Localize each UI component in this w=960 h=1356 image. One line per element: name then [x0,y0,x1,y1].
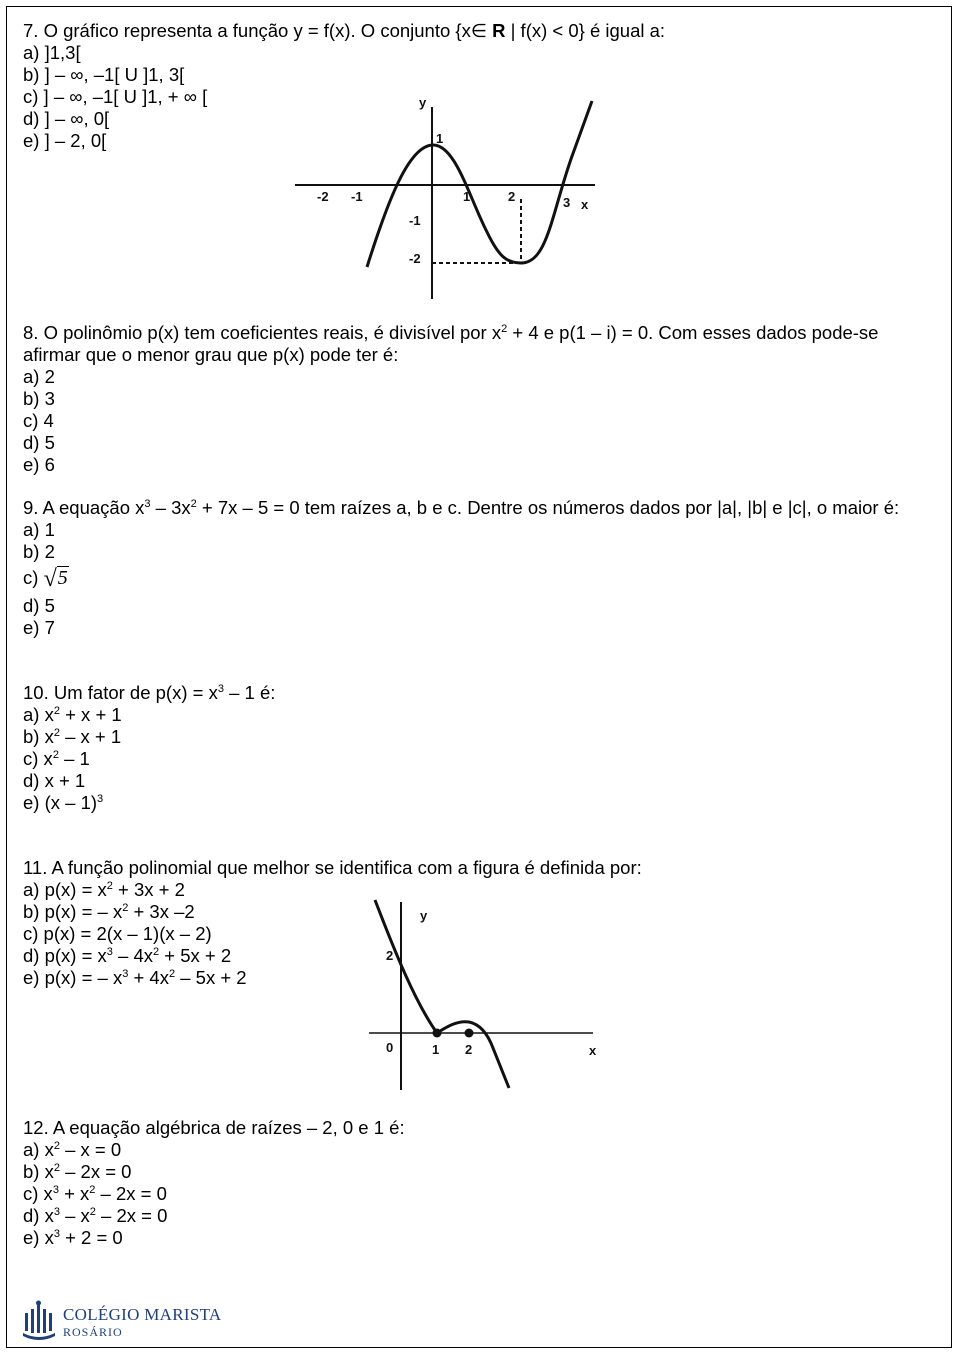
q8-option-e: e) 6 [23,454,55,475]
q11-option-a: a) $p(x) = x^2 + 3x + 2$ [23,879,185,900]
q12-option-a: a) $x^2 - x = 0$ [23,1139,122,1160]
x-tick-3: 3 [563,195,571,210]
function-curve [375,900,509,1088]
q9-option-a: a) 1 [23,519,55,540]
q9-option-b: b) 2 [23,541,55,562]
x-tick-neg1: -1 [351,189,363,204]
root-point-1 [433,1029,442,1038]
y-tick-2: 2 [386,948,394,963]
y-tick-1: 1 [436,131,444,146]
marista-emblem-icon [21,1299,57,1341]
q9-option-e: e) 7 [23,617,55,638]
q7-option-a: a) ]1,3[ [23,42,81,63]
q8-option-c: c) 4 [23,410,54,431]
y-axis-label: y [420,908,428,923]
q10-option-e: e) (x – 1)$^3$ [23,792,104,813]
q11-option-c: c) p(x) = 2(x – 1)(x – 2) [23,923,212,944]
y-axis-label: y [419,95,427,110]
q10-option-c: c) $x^2 - 1$ [23,748,90,769]
q7-function-graph [289,87,609,305]
school-logo [21,1299,231,1343]
q7-stem: 7. O gráfico representa a função y = f(x). O conjunto {x∈ R | f(x) < 0} é igual a: [23,20,666,41]
school-unit: ROSÁRIO [63,1325,123,1339]
q11-option-b: b) p(x) = – $x^2 + 3x$ –2 [23,901,195,922]
q10-option-a: a) $x^2 + x + 1$ [23,704,122,725]
square-root: √5 [43,566,68,592]
q8-option-b: b) 3 [23,388,55,409]
q7-option-e: e) ] – 2, 0[ [23,130,107,151]
q8-option-d: d) 5 [23,432,55,453]
q10-stem: 10. Um fator de $p(x) = x^3 - 1$ é: [23,682,276,703]
q11-function-graph [365,892,625,1097]
x-tick-2: 2 [508,189,516,204]
x-tick-1: 1 [463,189,471,204]
q12-option-b: b) $x^2 - 2x = 0$ [23,1161,132,1182]
q8-option-a: a) 2 [23,366,55,387]
q10-option-b: b) $x^2 - x + 1$ [23,726,122,747]
q12-option-d: d) $x^3 - x^2 - 2x = 0$ [23,1205,168,1226]
q9-stem: 9. A equação $x^3 - 3x^2 + 7x - 5 = 0$ tem raízes a, b e c. Dentre os números dados por |a|, |b| e |c|, o maior é: [23,497,900,518]
x-tick-1: 1 [432,1042,440,1057]
q12-option-c: c) $x^3 + x^2 - 2x = 0$ [23,1183,167,1204]
q11-stem: 11. A função polinomial que melhor se identifica com a figura é definida por: [23,857,642,878]
q9-option-d: d) 5 [23,595,55,616]
q11-option-e: e) p(x) = – $x^3 + 4x^2 - 5x + 2$ [23,967,247,988]
origin-label: 0 [386,1040,394,1055]
y-tick-neg1: -1 [409,213,421,228]
q7-option-d: d) ] – ∞, 0[ [23,108,110,129]
q7-option-b: b) ] – ∞, –1[ U ]1, 3[ [23,64,185,85]
q8-stem: 8. O polinômio p(x) tem coeficientes reais, é divisível por $x^2 + 4$ e p(1 – i) = 0. Com esses dados pode-se [23,322,879,343]
q11-option-d: d) $p(x) = x^3 - 4x^2 + 5x + 2$ [23,945,232,966]
q7-option-c: c) ] – ∞, –1[ U ]1, + ∞ [ [23,86,208,107]
q9-option-c: c) √5 [23,566,68,592]
q12-stem: 12. A equação algébrica de raízes – 2, 0 e 1 é: [23,1117,405,1138]
school-name: COLÉGIO MARISTA [63,1305,222,1324]
q8-stem-cont: afirmar que o menor grau que p(x) pode ter é: [23,344,399,365]
x-axis-label: x [589,1043,597,1058]
q10-option-d: d) x + 1 [23,770,86,791]
q12-option-e: e) $x^3 + 2 = 0$ [23,1227,123,1248]
root-point-2 [465,1029,474,1038]
x-tick-2: 2 [465,1042,473,1057]
y-tick-neg2: -2 [409,251,421,266]
exam-page [6,6,952,1348]
x-axis-label: x [581,197,589,212]
x-tick-neg2: -2 [317,189,329,204]
